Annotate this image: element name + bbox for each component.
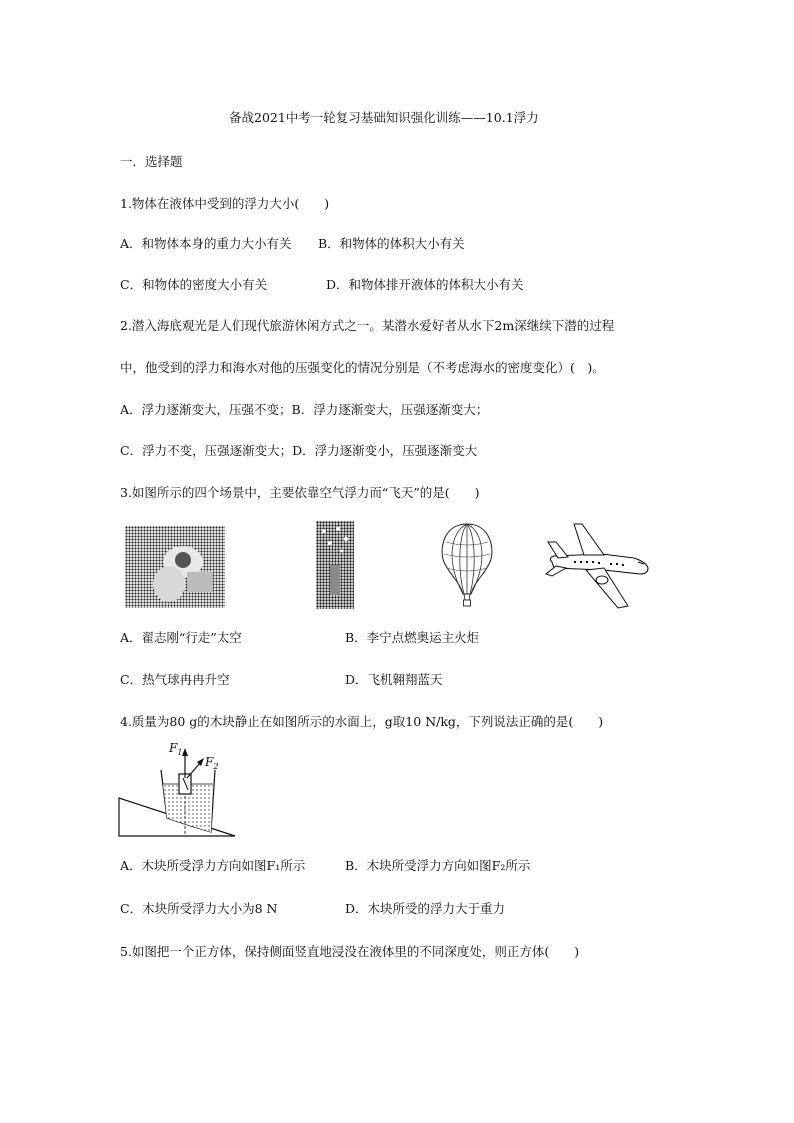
q5-stem: 5.如图把一个正方体，保持侧面竖直地浸没在液体里的不同深度处，则正方体( ) (120, 944, 580, 959)
torch-photo (316, 521, 354, 609)
incline-beaker-figure (115, 740, 240, 840)
q2-stem-line1: 2.潜入海底观光是人们现代旅游休闲方式之一。某潜水爱好者从水下2m深继续下潜的过程 (120, 318, 615, 333)
q1-option-b: B．和物体的体积大小有关 (318, 236, 465, 251)
q1-option-c: C．和物体的密度大小有关 (120, 277, 268, 292)
q4-option-b: B．木块所受浮力方向如图F₂所示 (345, 858, 531, 873)
q1-stem: 1.物体在液体中受到的浮力大小( ) (120, 196, 330, 211)
section-heading: 一．选择题 (120, 154, 183, 169)
q4-option-d: D．木块所受的浮力大于重力 (345, 901, 506, 916)
q4-stem: 4.质量为80 g的木块静止在如图所示的水面上，g取10 N/kg，下列说法正确的是( ) (120, 714, 604, 729)
q3-option-b: B．李宁点燃奥运主火炬 (345, 630, 480, 645)
q4-option-c: C．木块所受浮力大小为8 N (120, 901, 278, 916)
hot-air-balloon-figure (438, 522, 496, 610)
q1-option-a: A．和物体本身的重力大小有关 (120, 236, 292, 251)
astronaut-photo (125, 526, 225, 608)
q2-options-ab: A．浮力逐渐变大，压强不变；B．浮力逐渐变大，压强逐渐变大； (120, 402, 489, 417)
q3-option-d: D．飞机翱翔蓝天 (345, 672, 443, 687)
q2-stem-line2: 中，他受到的浮力和海水对他的压强变化的情况分别是（不考虑海水的密度变化）( )。 (120, 360, 605, 375)
force-f2-label: $F_2$ (205, 755, 219, 771)
q4-option-a: A．木块所受浮力方向如图F₁所示 (120, 858, 306, 873)
q1-option-d: D．和物体排开液体的体积大小有关 (326, 277, 524, 292)
q3-stem: 3.如图所示的四个场景中，主要依靠空气浮力而“飞天”的是( ) (120, 485, 480, 500)
page-title: 备战2021中考一轮复习基础知识强化训练——10.1浮力 (229, 110, 539, 125)
q2-options-cd: C．浮力不变，压强逐渐变大；D．浮力逐渐变小，压强逐渐变大 (120, 443, 478, 458)
airplane-figure (544, 518, 654, 612)
q3-option-c: C．热气球冉冉升空 (120, 672, 230, 687)
force-f1-label: $F_1$ (169, 741, 183, 757)
q3-option-a: A．翟志刚“行走”太空 (120, 630, 242, 645)
